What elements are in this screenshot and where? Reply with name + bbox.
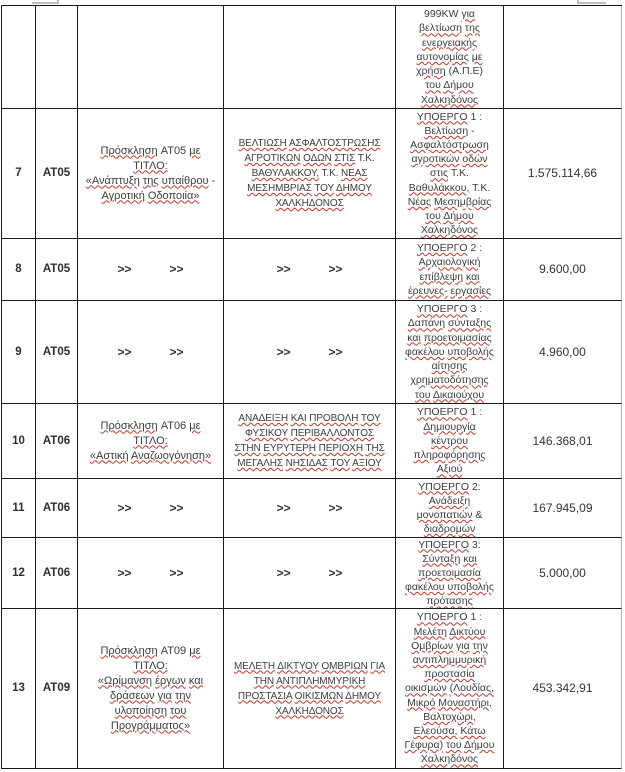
word: : (479, 611, 483, 624)
misspelled-word: ΧΑΛΚΗΔΟΝΟΣ (275, 198, 344, 209)
misspelled-word: ΜΕΛΕΤΗ (233, 660, 276, 672)
misspelled-word: ΥΠΟΕΡΓΟ (416, 242, 468, 255)
misspelled-word: Δικαιούχου (432, 388, 485, 401)
ditto-mark: >> (117, 500, 132, 515)
ditto-mark: >> (117, 344, 132, 359)
invitation-cell (78, 109, 224, 239)
misspelled-word: Δήμου (463, 739, 495, 752)
word: AT05 (160, 144, 187, 157)
word: Τ.Κ. (321, 168, 339, 179)
amount-cell (504, 609, 622, 769)
misspelled-word: πρότασης (426, 595, 473, 608)
misspelled-word: Δήμου (443, 210, 474, 222)
invitation-cell (78, 609, 224, 769)
invitation-cell (78, 404, 224, 479)
misspelled-word: με (189, 419, 201, 432)
misspelled-word: Αναζωογόνηση» (131, 449, 212, 462)
misspelled-word: Μεσημβρίας (434, 195, 492, 208)
row-number-cell-text: 10 (12, 434, 25, 447)
ditto-mark: >> (117, 565, 132, 580)
project-title-cell (224, 609, 396, 769)
misspelled-word: του (414, 388, 431, 401)
word: 2: (471, 480, 481, 493)
misspelled-word: ΚΑΙ (290, 413, 307, 424)
misspelled-word: ΜΕΓΑΛΗΣ (237, 458, 283, 469)
misspelled-word: Προγράμματος» (110, 719, 191, 732)
misspelled-word: ΥΠΟΕΡΓΟ (416, 406, 468, 419)
ditto-mark: >> (169, 344, 184, 359)
program-code-cell (36, 239, 78, 301)
misspelled-word: Δαπάνη (407, 317, 446, 330)
misspelled-word: Μοναστήρι, (438, 696, 492, 709)
project-title-cell (224, 479, 396, 538)
amount-cell (504, 301, 622, 404)
misspelled-word: ΟΔΩΝ (303, 153, 332, 164)
misspelled-word: προετοιμασίας (423, 331, 492, 344)
word: - (211, 174, 216, 187)
word: : (479, 110, 483, 123)
misspelled-word: του (446, 739, 462, 752)
subproject-cell-text (408, 241, 491, 298)
ditto-marks (117, 262, 183, 277)
program-code-cell (36, 6, 78, 109)
row-number-cell (2, 109, 36, 239)
project-title-cell (224, 239, 396, 301)
misspelled-word: Ασφαλτόστρωση (410, 138, 489, 151)
misspelled-word: (Λουδίας, (449, 682, 494, 695)
misspelled-word: Οδοποιία» (147, 189, 200, 202)
row-number-cell (2, 538, 36, 609)
misspelled-word: ΤΙΤΛΟ: (133, 434, 168, 447)
misspelled-word: του (425, 210, 441, 222)
misspelled-word: ΕΥΡΥΤΕΡΗ (263, 443, 316, 454)
misspelled-word: ΠΡΟΣΤΑΣΙΑ (237, 690, 292, 702)
row-number-cell-text: 12 (12, 566, 25, 579)
misspelled-word: της (142, 174, 159, 187)
word: 3 (470, 303, 477, 316)
misspelled-word: επίβλεψη (419, 270, 464, 283)
misspelled-word: Πρόσκληση (100, 144, 158, 157)
misspelled-word: Αγροτική (101, 189, 145, 202)
subproject-cell-text (408, 110, 492, 238)
misspelled-word: Χαλκηδόνος (420, 753, 479, 766)
ditto-marks (117, 566, 183, 581)
misspelled-word: οικισμών (405, 682, 447, 695)
misspelled-word: Γέφυρα) (404, 739, 444, 752)
invitation-cell-text (86, 144, 216, 204)
row-number-cell-text: 7 (15, 167, 22, 180)
ditto-mark: >> (328, 262, 343, 276)
misspelled-word: Δικτύου (449, 625, 486, 638)
amount-cell-text: 1.575.114,66 (527, 166, 598, 181)
misspelled-word: ΑΓΡΟΤΙΚΩΝ (244, 153, 301, 164)
misspelled-word: Δημιουργία (423, 420, 476, 433)
ditto-mark: >> (328, 500, 343, 515)
misspelled-word: φακέλου (405, 581, 445, 594)
misspelled-word: βελτίωση (419, 22, 462, 35)
amount-cell-text: 146.368,01 (532, 433, 593, 448)
amount-cell-text: 9.600,00 (539, 262, 586, 277)
row-number-cell (2, 239, 36, 301)
misspelled-word: υπαίθρου (161, 174, 209, 187)
program-code-cell-text: AT05 (42, 167, 71, 180)
misspelled-word: μονοπατιών (416, 509, 473, 521)
misspelled-word: ΑΞΙΟΥ (352, 458, 382, 469)
program-code-cell (36, 609, 78, 769)
misspelled-word: του (170, 704, 187, 717)
subproject-cell-text (414, 405, 486, 476)
amount-cell-text: 5.000,00 (539, 565, 586, 580)
misspelled-word: ΤΙΤΛΟ: (133, 659, 168, 672)
misspelled-word: σύνταξης (448, 317, 492, 330)
program-code-cell (36, 479, 78, 538)
misspelled-word: με (471, 50, 483, 63)
word: (Α.Π.Ε) (448, 65, 483, 78)
amount-cell-text: 167.945,09 (532, 500, 593, 515)
misspelled-word: Ανάδειξη (428, 494, 471, 507)
misspelled-word: Μελέτη (413, 625, 447, 638)
misspelled-word: ΧΑΛΚΗΔΟΝΟΣ (275, 705, 344, 717)
misspelled-word: ΤΗΝ (253, 675, 274, 687)
misspelled-word: με (189, 144, 201, 157)
misspelled-word: Ελεούσα, (413, 725, 458, 737)
misspelled-word: Βαλτοχώρι, (423, 710, 476, 723)
ditto-mark: >> (276, 262, 291, 276)
misspelled-word: προετοιμασία (418, 566, 481, 579)
project-title-cell (224, 301, 396, 404)
misspelled-word: οδών (462, 153, 488, 166)
amount-cell (504, 6, 622, 109)
misspelled-word: ΤΟΥ (360, 413, 381, 424)
misspelled-word: φακέλου (405, 345, 445, 358)
program-code-cell-text: AT09 (42, 682, 71, 695)
misspelled-word: έρευνες- (407, 284, 448, 297)
project-title-cell (224, 6, 396, 109)
word: Τ.Κ. (472, 181, 491, 194)
program-code-cell (36, 538, 78, 609)
misspelled-word: Πρόσκληση (100, 419, 158, 432)
ditto-mark: >> (169, 565, 184, 580)
misspelled-word: δράσεων (110, 689, 155, 702)
misspelled-word: Βελτίωση (424, 124, 469, 137)
misspelled-word: την (472, 639, 488, 652)
misspelled-word: ΑΝΤΙΠΛΗΜΜΥΡΙΚΗ (276, 675, 366, 687)
program-code-cell-text: AT06 (42, 434, 71, 447)
misspelled-word: ΒΑΘΥΛΑΚΚΟΥ, (251, 168, 320, 179)
invitation-cell (78, 479, 224, 538)
misspelled-word: εργασίες (450, 284, 492, 297)
row-number-cell (2, 609, 36, 769)
ditto-mark: >> (328, 344, 343, 359)
misspelled-word: Χαλκηδόνος (420, 93, 479, 106)
ditto-mark: >> (117, 262, 132, 276)
misspelled-word: ΔΙΚΤΥΟΥ (277, 660, 319, 672)
ditto-marks (277, 501, 343, 516)
misspelled-word: ΠΡΟΒΟΛΗ (309, 413, 359, 424)
word: - (471, 124, 475, 137)
program-code-cell (36, 109, 78, 239)
subproject-cell (396, 239, 504, 301)
misspelled-word: αίτησης (431, 360, 468, 373)
misspelled-word: «Ωρίμανση (97, 674, 153, 687)
word: 999KW (423, 8, 459, 21)
misspelled-word: ΥΠΟΕΡΓΟ (418, 480, 470, 493)
project-title-cell-text (239, 136, 381, 211)
subproject-cell (396, 109, 504, 239)
word: & (475, 509, 483, 521)
subproject-cell-text (405, 610, 495, 766)
word: AT06 (160, 419, 187, 432)
misspelled-word: ΥΠΟΕΡΓΟ (416, 303, 468, 316)
amount-cell (504, 404, 622, 479)
program-code-cell-text: AT06 (42, 501, 71, 514)
project-title-cell-text (234, 659, 385, 719)
funding-table (1, 5, 622, 769)
misspelled-word: υλοποίηση (114, 704, 167, 717)
row-number-cell (2, 479, 36, 538)
misspelled-word: ΜΕΣΗΜΒΡΙΑΣ (247, 183, 312, 194)
misspelled-word: Πρόσκληση (100, 644, 158, 657)
ditto-mark: >> (169, 262, 184, 276)
misspelled-word: αγροτικών (411, 153, 460, 166)
gridline-artifact-right (577, 0, 606, 4)
project-title-cell-text (234, 411, 384, 471)
misspelled-word: ΒΕΛΤΙΩΣΗ (238, 138, 287, 149)
program-code-cell-text: AT05 (42, 263, 71, 276)
misspelled-word: Νέας (407, 195, 432, 208)
misspelled-word: χρηματοδότησης (410, 374, 489, 387)
misspelled-word: ΣΤΙΣ (334, 153, 356, 164)
project-title-cell (224, 404, 396, 479)
word: 1 (470, 110, 477, 123)
misspelled-word: Δήμου (443, 79, 474, 92)
subproject-cell (396, 609, 504, 769)
misspelled-word: ΥΠΟΕΡΓΟ (418, 538, 469, 551)
invitation-cell (78, 239, 224, 301)
misspelled-word: ΝΕΑΣ (341, 168, 368, 179)
misspelled-word: για (456, 639, 470, 652)
misspelled-word: ΠΕΡΙΒΑΛΛΟΝΤΟΣ (290, 428, 374, 439)
project-title-cell (224, 109, 396, 239)
misspelled-word: ΟΜΒΡΙΩΝ (321, 660, 368, 672)
word: Τ.Κ. (450, 167, 469, 180)
word: : (479, 406, 483, 419)
misspelled-word: ΥΠΟΕΡΓΟ (416, 611, 468, 624)
misspelled-word: ΦΥΣΙΚΟΥ (244, 428, 288, 439)
misspelled-word: ΑΝΑΔΕΙΞΗ (238, 413, 288, 424)
program-code-cell (36, 404, 78, 479)
project-title-cell (224, 538, 396, 609)
word: 1 (470, 611, 477, 624)
misspelled-word: ΤΙΤΛΟ: (133, 159, 168, 172)
program-code-cell-text: AT05 (42, 345, 71, 358)
program-code-cell (36, 301, 78, 404)
misspelled-word: για (461, 8, 475, 21)
misspelled-word: αυτονομίας (416, 50, 469, 63)
misspelled-word: Σύνταξη (422, 552, 461, 565)
misspelled-word: ΤΟΥ (330, 458, 350, 469)
row-number-cell-text: 13 (12, 682, 25, 695)
misspelled-word: και (407, 331, 421, 344)
misspelled-word: ΟΙΚΙΣΜΩΝ (294, 690, 344, 702)
misspelled-word: διαδρομών (423, 523, 476, 536)
misspelled-word: Χαλκηδόνος (420, 224, 479, 237)
misspelled-word: Κάτω (460, 725, 486, 737)
row-number-cell (2, 6, 36, 109)
subproject-cell-text (405, 538, 494, 609)
misspelled-word: με (189, 644, 201, 657)
invitation-cell-text (98, 644, 203, 734)
misspelled-word: την (174, 689, 191, 702)
misspelled-word: και (465, 270, 480, 283)
misspelled-word: ΓΙΑ (370, 660, 386, 672)
misspelled-word: κέντρου (431, 434, 468, 447)
row-number-cell-text: 8 (15, 263, 22, 276)
subproject-cell (396, 538, 504, 609)
misspelled-word: στις (430, 167, 449, 180)
word: : (479, 303, 483, 316)
ditto-mark: >> (276, 565, 291, 580)
row-number-cell-text: 9 (15, 345, 22, 358)
misspelled-word: ΑΣΦΑΛΤΟΣΤΡΩΣΗΣ (288, 138, 381, 149)
misspelled-word: ΤΟΥ (314, 183, 334, 194)
amount-cell (504, 538, 622, 609)
ditto-mark: >> (276, 344, 291, 359)
misspelled-word: ΠΕΡΙΟΧΗ (318, 443, 363, 454)
misspelled-word: ενεργειακής (421, 36, 478, 49)
misspelled-word: αντιπλημμυρική (412, 653, 487, 666)
misspelled-word: και (188, 674, 204, 687)
amount-cell (504, 109, 622, 239)
amount-cell (504, 479, 622, 538)
misspelled-word: ΥΠΟΕΡΓΟ (416, 110, 468, 123)
invitation-cell (78, 6, 224, 109)
subproject-cell-text (417, 480, 483, 537)
misspelled-word: και (463, 552, 477, 565)
misspelled-word: ΣΤΗΝ (234, 443, 261, 454)
misspelled-word: χρήση (416, 65, 446, 78)
ditto-marks (277, 345, 343, 360)
amount-cell (504, 239, 622, 301)
misspelled-word: υποβολής (447, 581, 494, 594)
ditto-marks (277, 566, 343, 581)
ditto-marks (117, 501, 183, 516)
ditto-mark: >> (276, 500, 291, 515)
subproject-cell (396, 479, 504, 538)
subproject-cell (396, 404, 504, 479)
invitation-cell (78, 538, 224, 609)
amount-cell-text: 453.342,91 (532, 681, 593, 696)
subproject-cell (396, 301, 504, 404)
misspelled-word: του (425, 79, 441, 92)
misspelled-word: ΔΗΜΟΥ (336, 183, 372, 194)
word: AT09 (160, 644, 187, 657)
misspelled-word: ΤΗΣ (365, 443, 385, 454)
misspelled-word: ΔΗΜΟΥ (345, 690, 382, 702)
misspelled-word: πληροφόρησης (413, 449, 486, 462)
word: 3: (471, 538, 481, 551)
word: : (479, 242, 483, 255)
misspelled-word: «Αστική (89, 449, 129, 462)
misspelled-word: υποβολής (447, 345, 494, 358)
misspelled-word: της (464, 22, 480, 35)
word: 2 (470, 242, 477, 255)
misspelled-word: Μικρό (407, 696, 436, 709)
invitation-cell-text (90, 419, 211, 464)
subproject-cell-text (416, 7, 483, 106)
misspelled-word: «Ανάπτυξη (85, 174, 140, 187)
ditto-mark: >> (328, 565, 343, 580)
row-number-cell (2, 404, 36, 479)
misspelled-word: Ομβρίων (411, 639, 454, 652)
gridline-artifact-left (32, 0, 59, 4)
invitation-cell (78, 301, 224, 404)
word: Τ.Κ. (357, 153, 375, 164)
row-number-cell (2, 301, 36, 404)
misspelled-word: προστασία (424, 668, 475, 681)
misspelled-word: ΝΗΣΙΔΑΣ (285, 458, 328, 469)
word: 1 (470, 406, 477, 419)
ditto-marks (117, 345, 183, 360)
ditto-mark: >> (169, 500, 184, 515)
misspelled-word: για (157, 689, 172, 702)
misspelled-word: Αξιού (436, 463, 463, 476)
subproject-cell (396, 6, 504, 109)
program-code-cell-text: AT06 (42, 566, 71, 579)
misspelled-word: έργων (155, 674, 186, 687)
amount-cell-text: 4.960,00 (539, 344, 586, 359)
row-number-cell-text: 11 (12, 501, 25, 514)
misspelled-word: Αρχαιολογική (418, 256, 481, 269)
misspelled-word: Βαθυλάκκου, (408, 181, 470, 194)
ditto-marks (277, 262, 343, 277)
subproject-cell-text (405, 302, 494, 401)
